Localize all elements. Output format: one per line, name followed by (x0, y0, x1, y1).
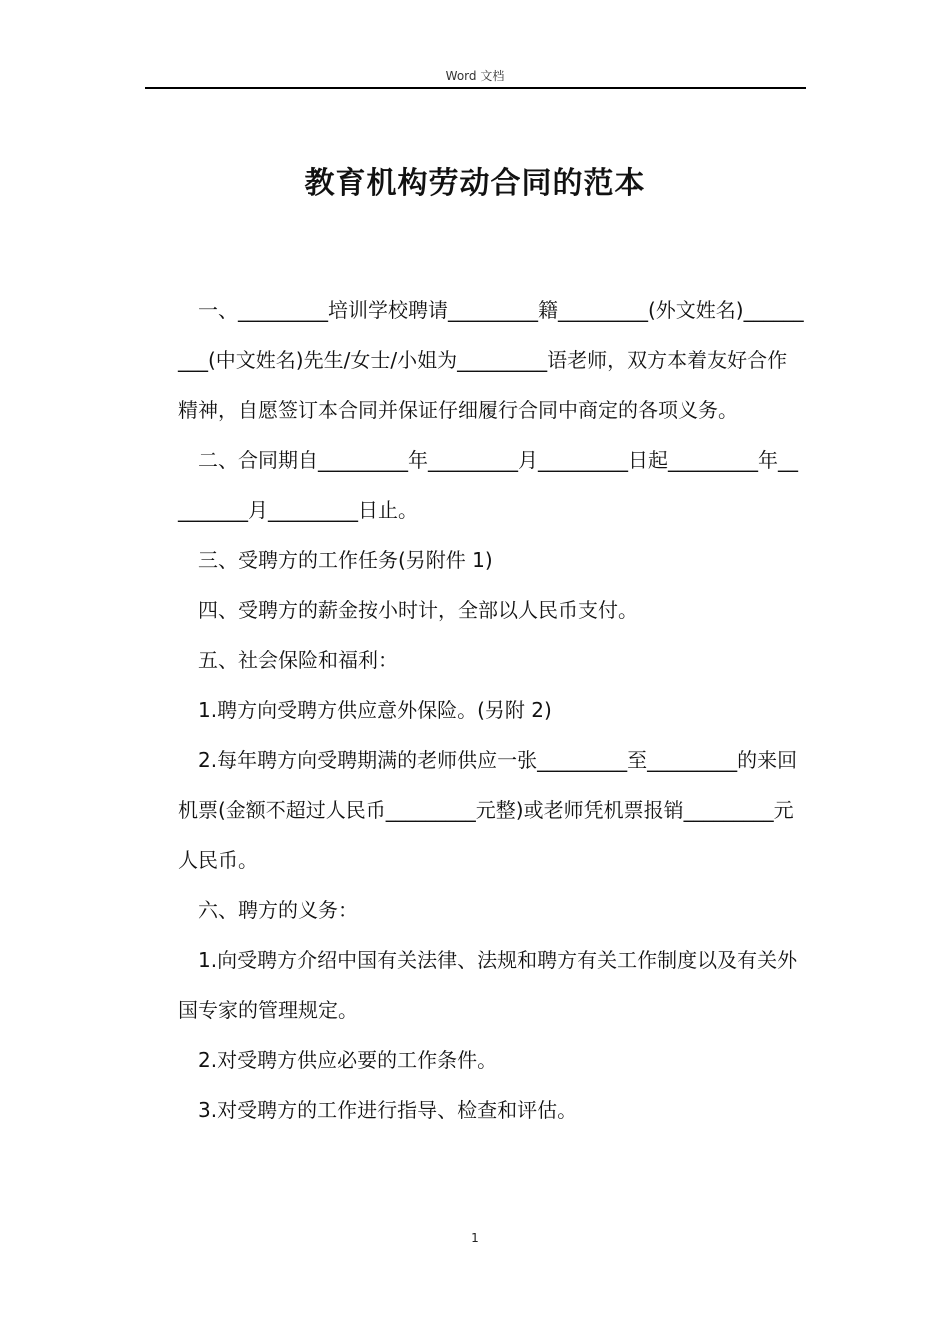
paragraph-clause-6: 六、聘方的义务： (198, 898, 358, 922)
document-body (178, 285, 806, 1135)
paragraph-clause-2: 二、合同期自_________年_________月_________日起_________年_________月_________日止。 (178, 448, 798, 522)
paragraph-clause-5: 五、社会保险和福利： (198, 648, 398, 672)
paragraph-clause-5-item-1: 1.聘方向受聘方供应意外保险。(另附 2) (198, 698, 552, 722)
paragraph-clause-5-item-2: 2.每年聘方向受聘期满的老师供应一张_________至_________的来回机票(金额不超过人民币_________元整)或老师凭机票报销_________元人民币。 (178, 748, 798, 872)
paragraph-clause-6-item-2: 2.对受聘方供应必要的工作条件。 (198, 1048, 498, 1072)
paragraph-clause-4: 四、受聘方的薪金按小时计，全部以人民币支付。 (198, 598, 638, 622)
header-divider (145, 87, 806, 89)
paragraph-clause-3: 三、受聘方的工作任务(另附件 1) (198, 548, 493, 572)
paragraph-clause-6-item-1: 1.向受聘方介绍中国有关法律、法规和聘方有关工作制度以及有关外国专家的管理规定。 (178, 948, 798, 1022)
document-title: 教育机构劳动合同的范本 (304, 166, 646, 201)
page-header-label: Word 文档 (445, 69, 505, 83)
page-number: 1 (471, 1231, 479, 1245)
paragraph-clause-6-item-3: 3.对受聘方的工作进行指导、检查和评估。 (198, 1098, 578, 1122)
paragraph-clause-1: 一、_________培训学校聘请_________籍_________(外文姓名)_________(中文姓名)先生/女士/小姐为_________语老师，双方本着友好合作精神，自愿签订本合同并保证仔细履行合同中商定的各项义务。 (178, 298, 804, 422)
